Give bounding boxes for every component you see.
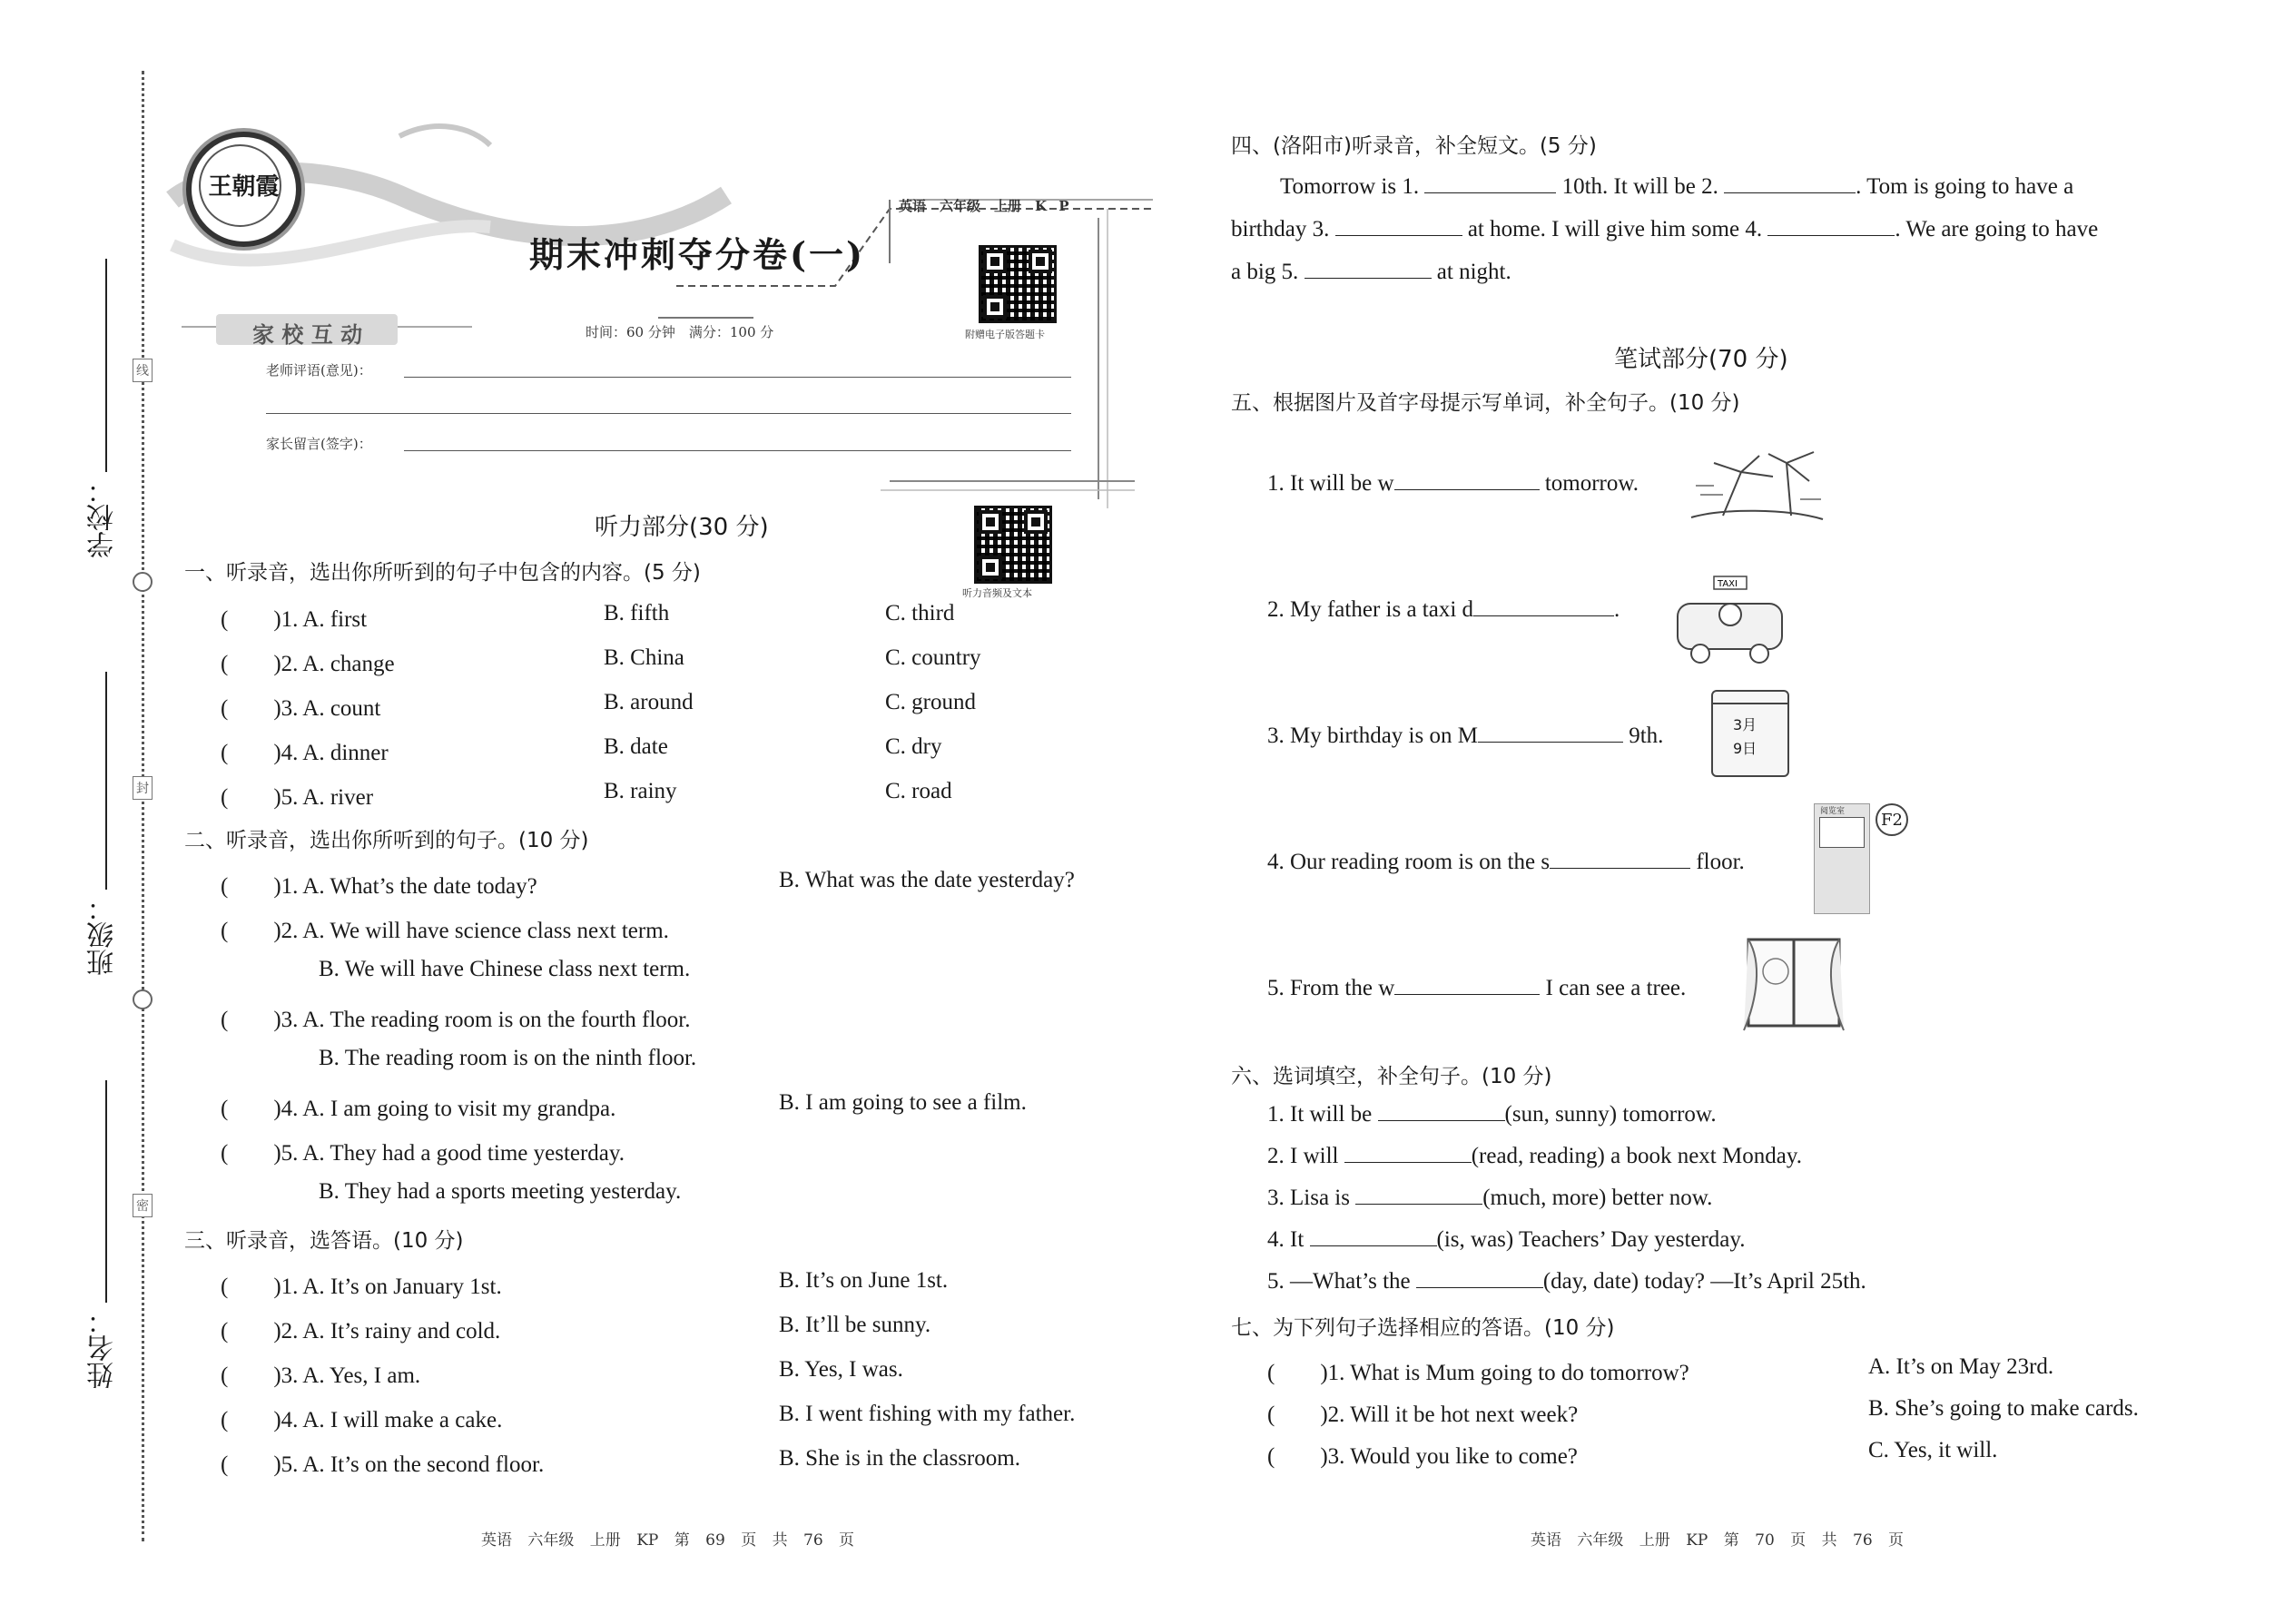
answer-blank[interactable] (1394, 469, 1540, 490)
q-text: 3. My birthday is on M (1267, 723, 1478, 748)
listening-section-title: 听力部分(30 分) (595, 514, 769, 541)
part3-q2-a: ( )2. A. It’s rainy and cold. (221, 1319, 501, 1343)
binding-tag-feng: 封 (133, 776, 153, 800)
answer-blank[interactable] (1478, 722, 1623, 743)
blank-3[interactable] (1335, 215, 1462, 236)
part7-q2: ( )2. Will it be hot next week? (1267, 1403, 1579, 1427)
part1-q3-a: ( )3. A. count (221, 696, 381, 721)
binding-dotted-line (142, 71, 144, 1541)
part6-q1 (1267, 1100, 1717, 1127)
q-text: (is, was) Teachers’ Day yesterday. (1436, 1227, 1746, 1252)
home-school-label: 家 校 互 动 (252, 321, 363, 348)
q-text: 5. —What’s the (1267, 1269, 1411, 1294)
part3-q5-a: ( )5. A. It’s on the second floor. (221, 1452, 545, 1477)
part5-q2 (1267, 595, 1620, 623)
q-text: (day, date) today? —It’s April 25th. (1542, 1269, 1866, 1294)
part6-q3 (1267, 1184, 1712, 1211)
binding-hole-icon (133, 989, 153, 1009)
part4-text: . Tom is going to have a (1856, 174, 2074, 199)
teacher-comment-line[interactable] (404, 377, 1071, 378)
name-underline (105, 1080, 107, 1303)
part5-heading: 五、根据图片及首字母提示写单词，补全句子。(10 分) (1231, 391, 1740, 415)
part2-q3-b: B. The reading room is on the ninth floor. (319, 1046, 697, 1070)
part2-q4-a: ( )4. A. I am going to visit my grandpa. (221, 1097, 616, 1121)
binding-tag-xian: 线 (133, 359, 153, 382)
part1-q4-b: B. date (604, 734, 668, 759)
blank-4[interactable] (1767, 215, 1895, 236)
windy-tree-picture (1687, 445, 1825, 527)
answer-blank[interactable] (1473, 595, 1614, 616)
school-underline (105, 259, 107, 472)
part2-q5-b: B. They had a sports meeting yesterday. (319, 1179, 682, 1204)
teacher-comment-label: 老师评语(意见)： (266, 362, 372, 379)
q-text: 1. It will be w (1267, 471, 1394, 496)
part3-q2-b: B. It’ll be sunny. (779, 1313, 931, 1337)
part7-a3: C. Yes, it will. (1868, 1438, 1998, 1462)
part1-q5-a: ( )5. A. river (221, 785, 374, 810)
part3-q3-b: B. Yes, I was. (779, 1357, 903, 1382)
room-sign: 阅览室 (1820, 807, 1846, 816)
school-label: 学校： (87, 477, 119, 558)
part4-text: 10th. It will be 2. (1561, 174, 1718, 199)
part2-q2-b: B. We will have Chinese class next term. (319, 957, 691, 981)
qr1-caption: 附赠电子版答题卡 (965, 329, 1045, 340)
part4-text: . We are going to have (1895, 217, 2099, 241)
part1-q5-c: C. road (885, 779, 952, 803)
answer-blank[interactable] (1416, 1267, 1543, 1288)
part4-line3 (1231, 258, 1511, 285)
q-text: (read, reading) a book next Monday. (1471, 1144, 1802, 1168)
logo-text: 王朝霞 (208, 173, 280, 201)
part1-q1-b: B. fifth (604, 601, 670, 625)
window-picture (1739, 935, 1848, 1035)
home-school-banner (216, 314, 398, 348)
part1-q1-c: C. third (885, 601, 955, 625)
blank-5[interactable] (1305, 258, 1432, 279)
q-text: (sun, sunny) tomorrow. (1504, 1102, 1717, 1127)
part3-q1-b: B. It’s on June 1st. (779, 1268, 949, 1293)
part7-q1: ( )1. What is Mum going to do tomorrow? (1267, 1361, 1689, 1385)
time-info: 时间：60 分钟 满分：100 分 (586, 324, 774, 340)
part1-q2-c: C. country (885, 645, 981, 670)
q-text: I can see a tree. (1545, 976, 1687, 1000)
parent-comment-label: 家长留言(签字)： (266, 436, 372, 452)
part4-text: at home. I will give him some 4. (1467, 217, 1763, 241)
q-text: 3. Lisa is (1267, 1186, 1350, 1210)
answer-blank[interactable] (1550, 848, 1690, 869)
class-underline (105, 672, 107, 890)
q-text: floor. (1696, 850, 1745, 874)
name-label: 姓名： (87, 1307, 119, 1389)
q-text: 9th. (1629, 723, 1664, 748)
qr2-caption: 听力音频及文本 (962, 587, 1032, 599)
part1-q4-c: C. dry (885, 734, 942, 759)
floor-badge: F2 (1876, 803, 1908, 836)
footer-left: 英语 六年级 上册 KP 第 69 页 共 76 页 (481, 1531, 855, 1550)
part4-text: a big 5. (1231, 260, 1299, 284)
part7-heading: 七、为下列句子选择相应的答语。(10 分) (1231, 1316, 1615, 1340)
part7-a2: B. She’s going to make cards. (1868, 1396, 2139, 1421)
calendar-picture (1711, 690, 1789, 777)
q-text: 5. From the w (1267, 976, 1395, 1000)
meta-tags: 英语 六年级 上册 K P (899, 198, 1069, 214)
part6-heading: 六、选词填空，补全句子。(10 分) (1231, 1065, 1552, 1088)
part2-q1-a: ( )1. A. What’s the date today? (221, 874, 537, 899)
q-text: 2. My father is a taxi d (1267, 597, 1474, 622)
part4-text: Tomorrow is 1. (1280, 174, 1420, 199)
part4-heading: 四、(洛阳市)听录音，补全短文。(5 分) (1231, 134, 1597, 158)
part5-q3 (1267, 722, 1663, 749)
calendar-month: 3月 (1733, 716, 1757, 733)
class-label: 班级： (87, 894, 119, 976)
blank-2[interactable] (1724, 172, 1856, 193)
page-title: 期末冲刺夺分卷(一) (529, 234, 865, 275)
calendar-day: 9日 (1733, 740, 1757, 757)
q-text: tomorrow. (1544, 471, 1639, 496)
answer-blank[interactable] (1310, 1225, 1437, 1246)
qr-code-audio[interactable] (974, 506, 1052, 584)
part5-q1 (1267, 469, 1639, 497)
answer-blank[interactable] (1378, 1100, 1505, 1121)
part1-q2-b: B. China (604, 645, 684, 670)
part1-q3-c: C. ground (885, 690, 976, 714)
binding-tag-mi: 密 (133, 1194, 153, 1217)
q-text: 1. It will be (1267, 1102, 1373, 1127)
part2-q2-a: ( )2. A. We will have science class next term. (221, 919, 669, 943)
part7-q3: ( )3. Would you like to come? (1267, 1444, 1578, 1469)
part1-q5-b: B. rainy (604, 779, 677, 803)
part6-q2 (1267, 1142, 1802, 1169)
part3-q1-a: ( )1. A. It’s on January 1st. (221, 1275, 502, 1299)
taxi-sign: TAXI (1718, 579, 1738, 589)
q-text: (much, more) better now. (1482, 1186, 1713, 1210)
q-text: 4. It (1267, 1227, 1305, 1252)
part3-heading: 三、听录音，选答语。(10 分) (184, 1229, 464, 1253)
part1-heading: 一、听录音，选出你所听到的句子中包含的内容。(5 分) (184, 561, 701, 585)
answer-blank[interactable] (1394, 974, 1540, 995)
writing-section-title: 笔试部分(70 分) (1614, 346, 1788, 373)
teacher-comment-line-2[interactable] (266, 413, 1071, 414)
q-text: 4. Our reading room is on the s (1267, 850, 1551, 874)
part6-q5 (1267, 1267, 1866, 1294)
part2-q3-a: ( )3. A. The reading room is on the fourth floor. (221, 1008, 691, 1032)
part5-q4 (1267, 848, 1745, 875)
part6-q4 (1267, 1225, 1746, 1253)
q-text: . (1614, 597, 1620, 622)
part3-q4-b: B. I went fishing with my father. (779, 1402, 1076, 1426)
taxi-driver-picture (1669, 567, 1791, 667)
part4-text: birthday 3. (1231, 217, 1330, 241)
part3-q5-b: B. She is in the classroom. (779, 1446, 1020, 1471)
part4-text: at night. (1436, 260, 1511, 284)
part1-q1-a: ( )1. A. first (221, 607, 368, 632)
reading-room-door-picture (1814, 803, 1870, 914)
qr-code-answer-sheet[interactable] (979, 245, 1057, 323)
parent-comment-line[interactable] (404, 450, 1071, 451)
part2-q5-a: ( )5. A. They had a good time yesterday. (221, 1141, 625, 1166)
part5-q5 (1267, 974, 1686, 1001)
part3-q4-a: ( )4. A. I will make a cake. (221, 1408, 503, 1432)
part2-heading: 二、听录音，选出你所听到的句子。(10 分) (184, 829, 589, 852)
q-text: 2. I will (1267, 1144, 1339, 1168)
part1-q3-b: B. around (604, 690, 694, 714)
part1-q4-a: ( )4. A. dinner (221, 741, 389, 765)
part7-a1: A. It’s on May 23rd. (1868, 1354, 2054, 1379)
part2-q1-b: B. What was the date yesterday? (779, 868, 1075, 892)
answer-blank[interactable] (1355, 1184, 1482, 1205)
binding-hole-icon (133, 572, 153, 592)
part4-line2 (1231, 215, 2098, 242)
part4-line1 (1280, 172, 2073, 200)
part2-q4-b: B. I am going to see a film. (779, 1090, 1027, 1115)
blank-1[interactable] (1424, 172, 1556, 193)
answer-blank[interactable] (1344, 1142, 1472, 1163)
footer-right: 英语 六年级 上册 KP 第 70 页 共 76 页 (1531, 1531, 1905, 1550)
part1-q2-a: ( )2. A. change (221, 652, 395, 676)
logo-badge (186, 132, 301, 247)
part3-q3-a: ( )3. A. Yes, I am. (221, 1363, 421, 1388)
